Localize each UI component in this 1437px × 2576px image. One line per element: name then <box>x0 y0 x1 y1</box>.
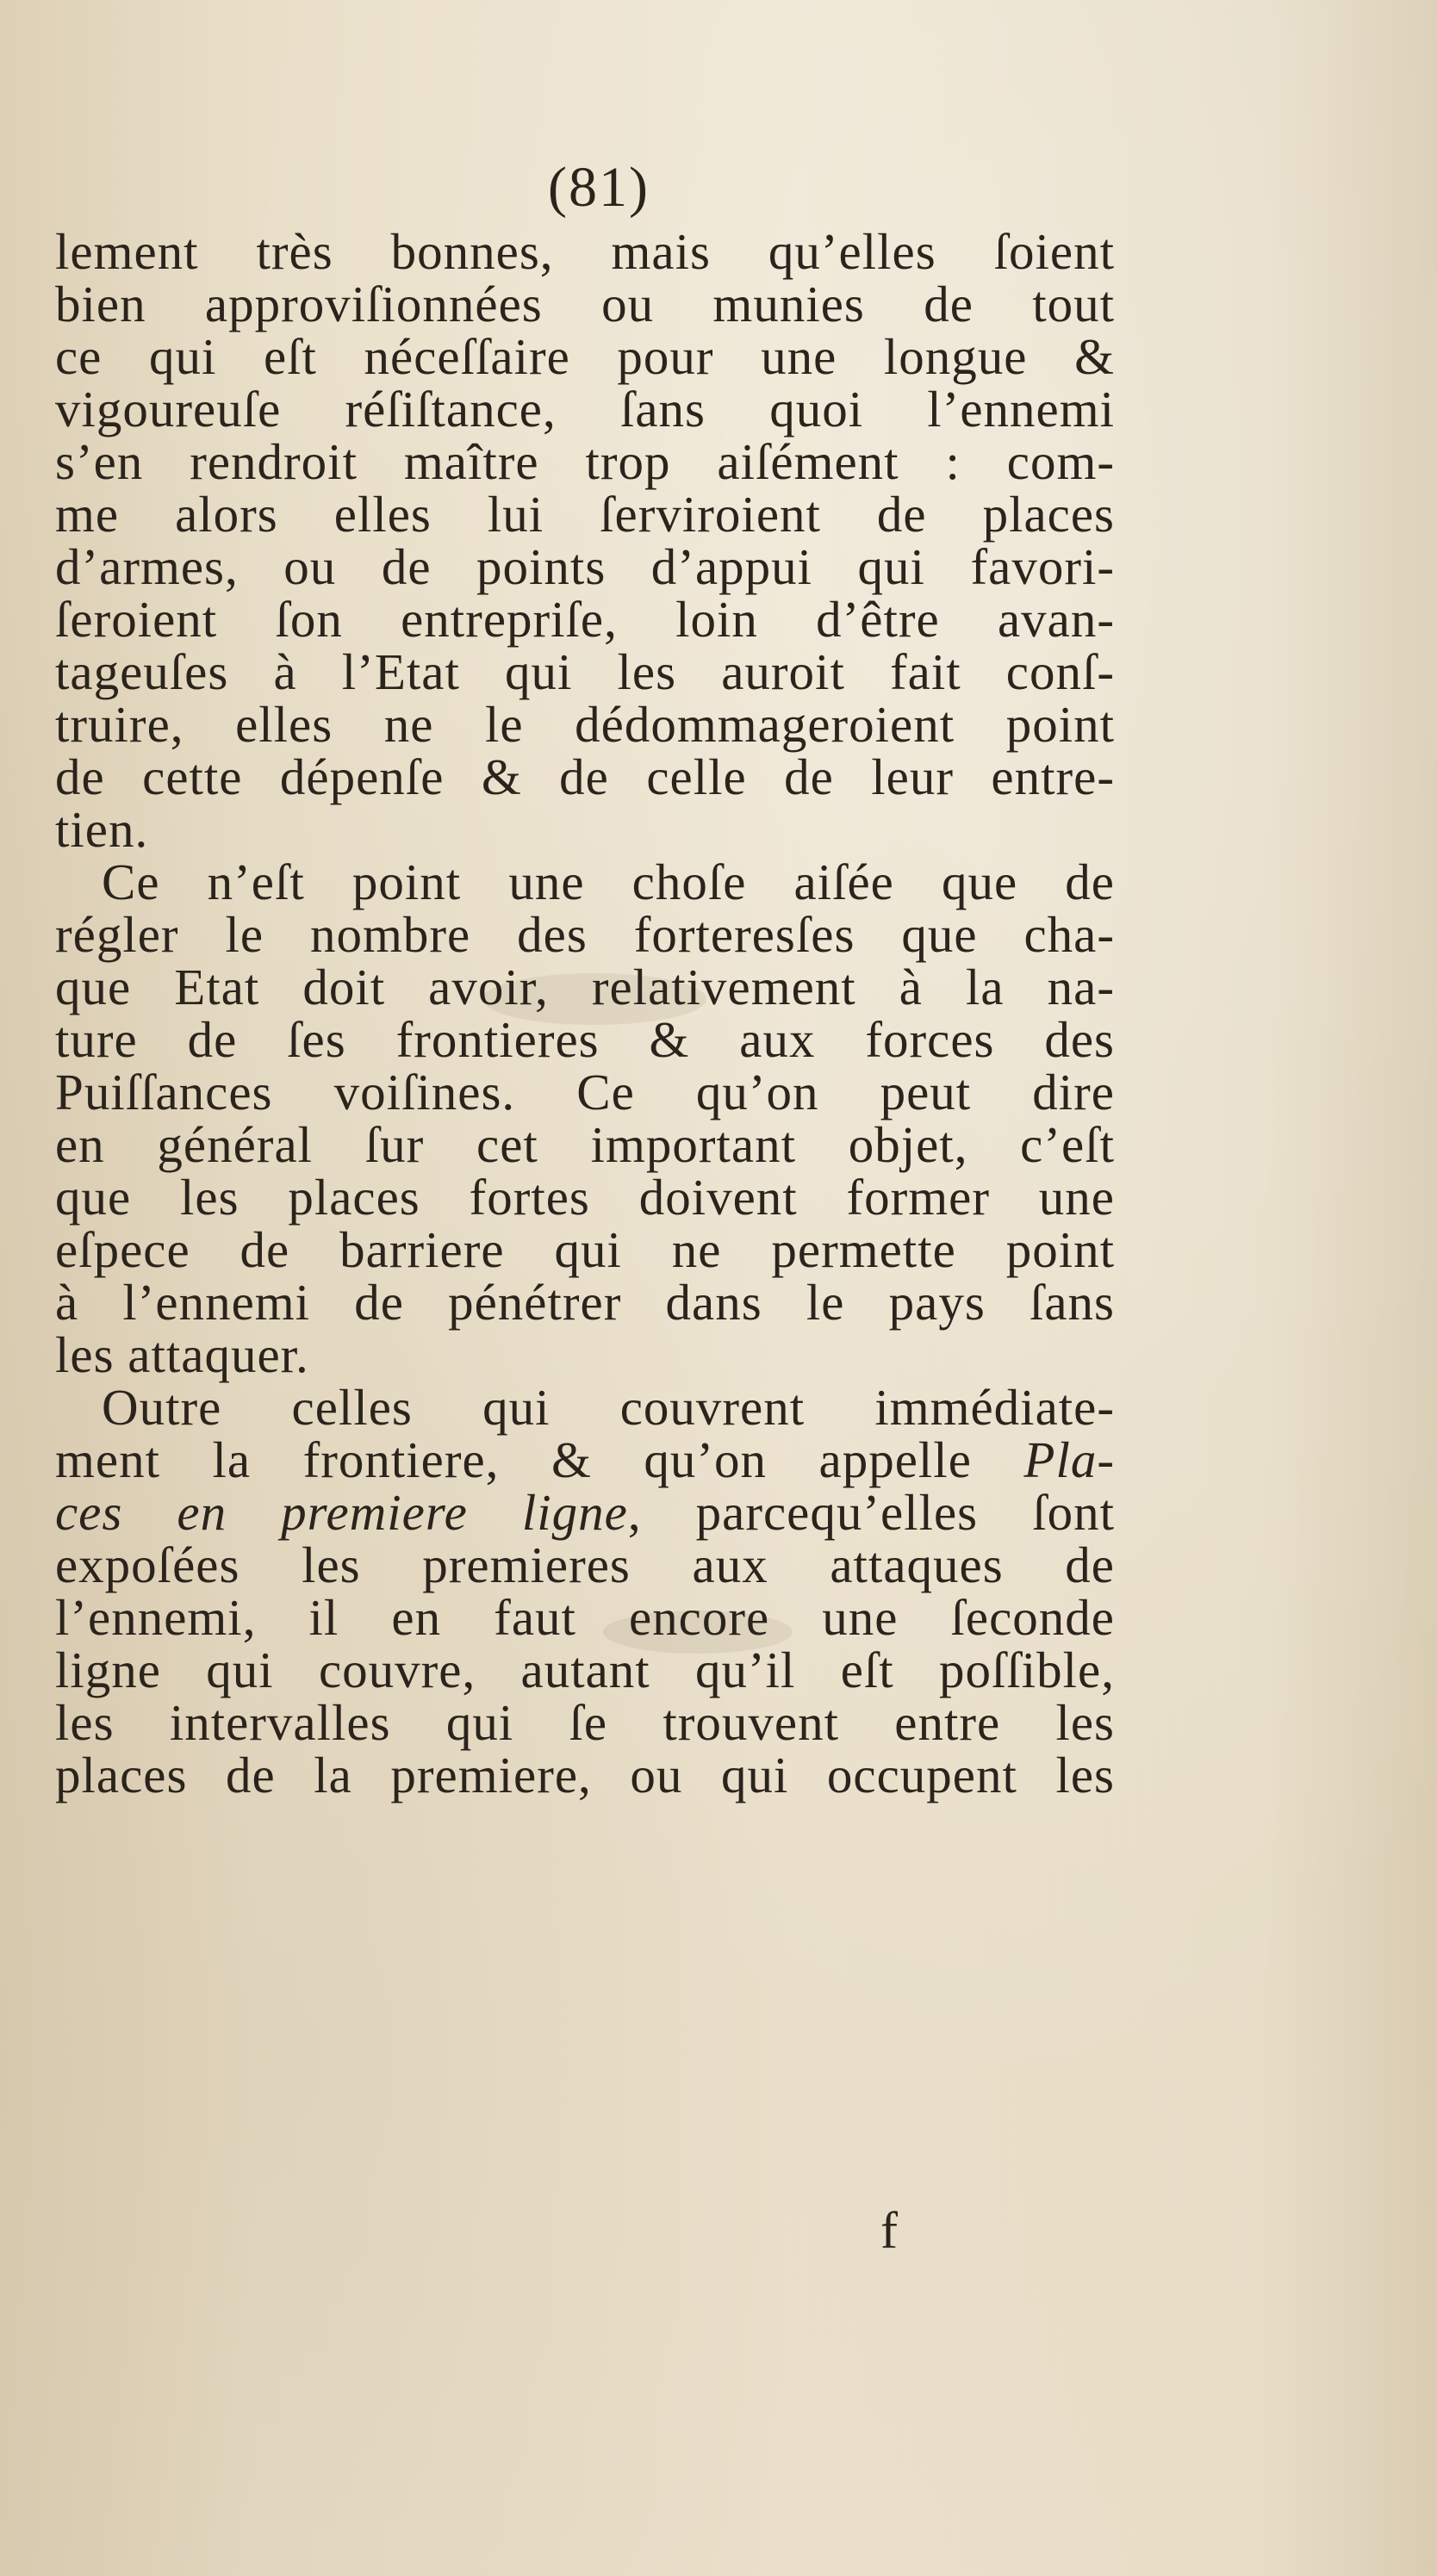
catchword: f <box>880 2202 898 2259</box>
text-line: tien. <box>55 801 149 858</box>
text-line: les intervalles qui ſe trouvent entre les <box>55 1694 1115 1751</box>
text-line: régler le nombre des forteresſes que cha- <box>55 906 1115 963</box>
text-line: Ce n’eſt point une choſe aiſée que de <box>102 853 1115 910</box>
text-line <box>55 1431 1115 1488</box>
text-line: places de la premiere, ou qui occupent les <box>55 1747 1115 1803</box>
text-line <box>55 1484 1115 1541</box>
text-run: ment la frontiere, & qu’on appelle <box>55 1431 1024 1488</box>
text-line: Puiſſances voiſines. Ce qu’on peut dire <box>55 1064 1115 1120</box>
text-line: l’ennemi, il en faut encore une ſeconde <box>55 1589 1115 1646</box>
text-line: Outre celles qui couvrent immédiate- <box>102 1379 1115 1436</box>
text-line: que les places fortes doivent former une <box>55 1169 1115 1226</box>
page-number: (81) <box>548 156 650 219</box>
text-line: ture de ſes frontieres & aux forces des <box>55 1011 1115 1068</box>
text-line: lement très bonnes, mais qu’elles ſoient <box>55 223 1115 280</box>
text-line: bien approviſionnées ou munies de tout <box>55 276 1115 332</box>
body-text <box>55 223 1115 1803</box>
text-line: ce qui eſt néceſſaire pour une longue & <box>55 328 1115 385</box>
text-line: d’armes, ou de points d’appui qui favori- <box>55 538 1115 595</box>
italic-term: Pla- <box>1023 1431 1115 1488</box>
text-line: en général ſur cet important objet, c’eſt <box>55 1116 1115 1173</box>
text-line: truire, elles ne le dédommageroient point <box>55 696 1115 753</box>
text-line: me alors elles lui ſerviroient de places <box>55 486 1115 543</box>
text-line: tageuſes à l’Etat qui les auroit fait conſ- <box>55 643 1115 700</box>
text-line: à l’ennemi de pénétrer dans le pays ſans <box>55 1274 1115 1331</box>
text-line: vigoureuſe réſiſtance, ſans quoi l’ennemi <box>55 381 1115 438</box>
text-run: , parcequ’elles ſont <box>627 1484 1115 1541</box>
italic-term: ces en premiere ligne <box>55 1484 628 1541</box>
text-line: que Etat doit avoir, relativement à la na- <box>55 959 1115 1015</box>
text-line: les attaquer. <box>55 1326 309 1383</box>
text-line: s’en rendroit maître trop aiſément : com- <box>55 433 1115 490</box>
text-line: expoſées les premieres aux attaques de <box>55 1536 1115 1593</box>
text-line: ligne qui couvre, autant qu’il eſt poſſible, <box>55 1642 1115 1698</box>
text-line: eſpece de barriere qui ne permette point <box>55 1221 1115 1278</box>
text-line: ſeroient ſon entrepriſe, loin d’être avan- <box>55 591 1115 648</box>
text-line: de cette dépenſe & de celle de leur entre- <box>55 748 1115 805</box>
